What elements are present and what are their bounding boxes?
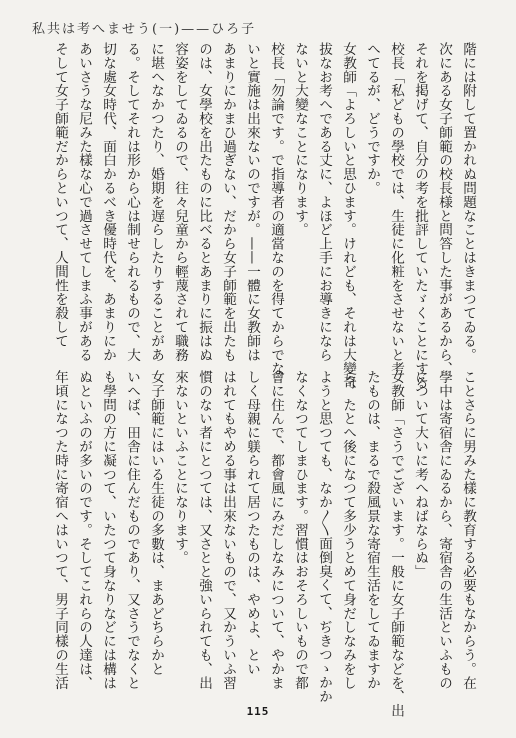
text-line: に堪へなかつたり、婚期を遅らしたりすることがあ (148, 42, 164, 362)
text-line: 校長「私どもの學校では、生徒に化粧をさせないと考 (388, 42, 404, 376)
text-line: 女教師「さうでございます。一般に女子師範などを、出 (388, 370, 404, 718)
text-line: ら、たとへ後になつて多少うとめて身だしなみをし (340, 370, 356, 690)
text-line: しく母親に躾られて居つたものは、やめよ、とい (244, 370, 260, 676)
text-line: 校長「勿論です。で指導者の適當なのを得てからでな (268, 42, 284, 376)
text-line: 來ないといふことになります。 (172, 370, 188, 565)
upper-text-block (52, 42, 480, 390)
text-line: それを掲げて、自分の考を批評していたゞくことにする (412, 42, 428, 390)
text-line: 年頃になつた時に寄宿へはいつて、男子同樣の生活 (52, 370, 68, 690)
text-line: 階には附して置かれぬ問題なことはきまつてゐる。 (460, 42, 476, 362)
text-line: 會に住んで、都會風にみだしなみについて、やかま (268, 370, 284, 690)
text-line: あいさうな尼みた樣な心で過させてしまふ事がある (76, 42, 92, 362)
text-line: 切な處女時代、面白かるべき優時代を、あまりにか (100, 42, 116, 362)
text-line: たものは、まるで殺風景な寄宿生活をしてゐますか (364, 370, 380, 690)
text-line: はれてもやめる事は出來ないもので、又かういふ習 (220, 370, 236, 690)
text-line: も學問の方に凝つて、いたつて身なりなどには構は (100, 370, 116, 690)
page-number: 115 (246, 705, 270, 718)
text-line: ないと大變なことになります。 (292, 42, 308, 237)
text-line: あまりにかまひ過ぎない、だから女子師範を出たも (220, 42, 236, 362)
running-title: 私共は考へませう(一)——ひろ子 (32, 22, 257, 37)
text-line: ことさらに男みた樣に教育する必要もなからう。在 (460, 370, 476, 690)
text-line: 次にある女子師範の校長様と問答した事があるから、 (436, 42, 452, 376)
text-line: へてるが、どうですか。 (364, 42, 380, 195)
text-line: 學中は寄宿舎にゐるから、寄宿舎の生活といふもの (436, 370, 452, 690)
text-line: そして女子師範だからといつて、人間性を殺して (52, 42, 68, 348)
text-line: について大いに考へねばならぬ」 (412, 370, 428, 579)
text-line: 拔なお考へである丈に、よほど上手にお導きになら (316, 42, 332, 362)
text-line: いと實施は出來ないのですが。——一體に女教師は (244, 42, 260, 362)
text-line: なくなつてしまひます。習慣はおそろしいもので都 (292, 370, 308, 690)
text-line: いへば、田舎に住んだものであり、又さうでなくと (124, 370, 140, 690)
text-line: 慣のない者にとつては、又さとと強いられても、出 (196, 370, 212, 690)
text-line: のは、女學校を出たものに比べるとあまりに振はぬ (196, 42, 212, 362)
text-line: ようと思つても、なか〳〵面倒臭くて、ぢきつゝかか (316, 370, 332, 704)
text-line: ぬといふのが多いのです。そしてこれらの人達は、 (76, 370, 92, 690)
text-line: 女教師「よろしいと思ひます。けれども、それは大變奇 (340, 42, 356, 390)
text-line: 容姿をしてゐるので、往々兒童から輕蔑されて職務 (172, 42, 188, 362)
text-line: 女子師範にはいる生徒の多數は、まあどちらかと (148, 370, 164, 676)
text-line: る。そしてそれは形から心は制せられるもので、大 (124, 42, 140, 362)
